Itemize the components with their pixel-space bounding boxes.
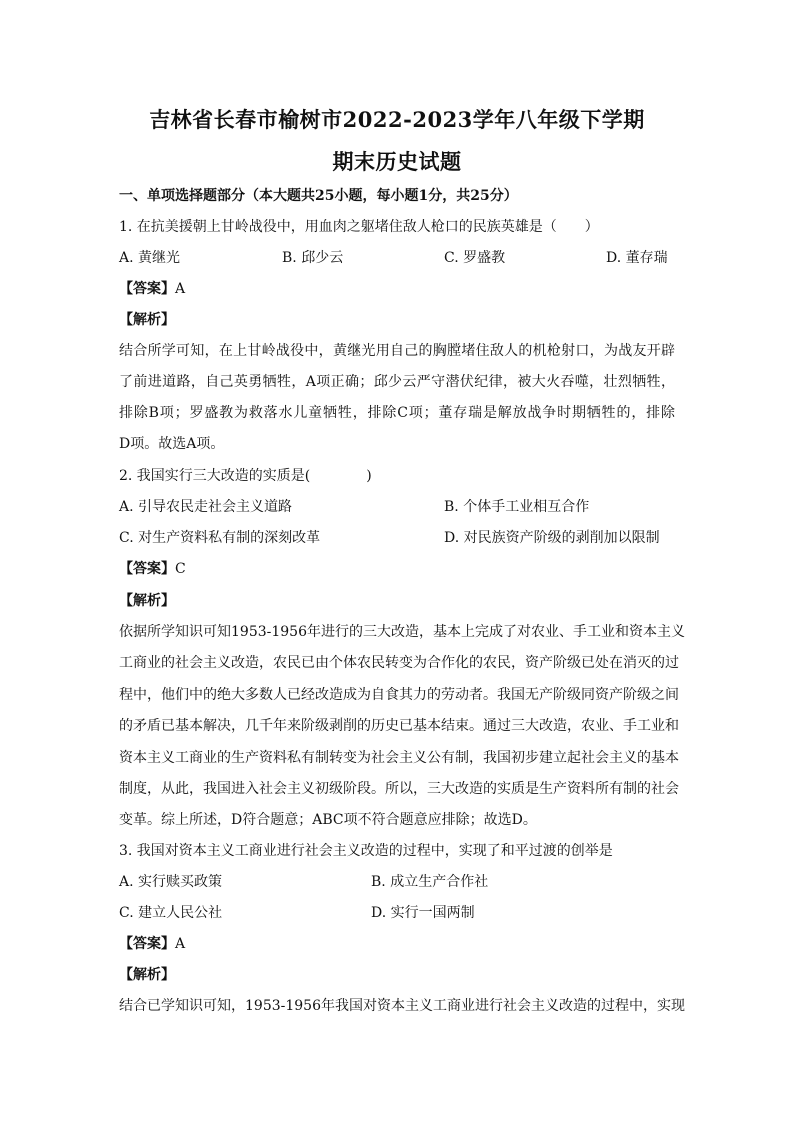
- q1-answer-value: A: [175, 281, 186, 297]
- q2-option-b: B. 个体手工业相互合作: [444, 499, 590, 515]
- q2-stem: 2. 我国实行三大改造的实质是( ): [119, 468, 372, 484]
- q3-option-b: B. 成立生产合作社: [371, 874, 489, 890]
- q2-answer-value: C: [175, 561, 186, 577]
- answer-label: 【答案】: [119, 561, 175, 577]
- q2-analysis-line: 的矛盾已基本解决，几千年来阶级剥削的历史已基本结束。通过三大改造，农业、手工业和: [119, 718, 679, 734]
- q2-analysis-label: 【解析】: [119, 593, 175, 609]
- q1-answer: [119, 280, 185, 298]
- q2-analysis-line: 制度，从此，我国进入社会主义初级阶段。所以，三大改造的实质是生产资料所有制的社会: [119, 781, 679, 797]
- document-subtitle: 期末历史试题: [332, 149, 462, 174]
- q2-answer: [119, 560, 186, 578]
- q3-option-c: C. 建立人民公社: [119, 905, 223, 921]
- q1-analysis-line: 排除B项；罗盛教为救落水儿童牺牲，排除C项；董存瑞是解放战争时期牺牲的，排除: [119, 405, 675, 421]
- q1-option-a: A. 黄继光: [119, 250, 181, 266]
- q2-analysis-line: 工商业的社会主义改造，农民已由个体农民转变为合作化的农民，资产阶级已处在消灭的过: [119, 655, 679, 671]
- q3-stem: 3. 我国对资本主义工商业进行社会主义改造的过程中，实现了和平过渡的创举是: [119, 843, 613, 859]
- q2-option-c: C. 对生产资料私有制的深刻改革: [119, 530, 321, 546]
- q2-analysis-line: 资本主义工商业的生产资料私有制转变为社会主义公有制，我国初步建立起社会主义的基本: [119, 750, 679, 766]
- q1-analysis-label: 【解析】: [119, 312, 175, 328]
- q2-analysis-line: 程中，他们中的绝大多数人已经改造成为自食其力的劳动者。我国无产阶级同资产阶级之间: [119, 687, 679, 703]
- q1-analysis-line: 了前进道路，自己英勇牺牲，A项正确；邱少云严守潜伏纪律，被大火吞噬，壮烈牺牲，: [119, 374, 675, 390]
- q3-answer-value: A: [175, 936, 186, 952]
- section-header: 一、单项选择题部分（本大题共25小题，每小题1分，共25分）: [119, 188, 518, 204]
- q3-option-d: D. 实行一国两制: [371, 905, 475, 921]
- q2-option-a: A. 引导农民走社会主义道路: [119, 499, 293, 515]
- document-title: 吉林省长春市榆树市2022-2023学年八年级下学期: [149, 107, 645, 132]
- q2-analysis-line: 变革。综上所述，D符合题意；ABC项不符合题意应排除；故选D。: [119, 812, 537, 828]
- q3-analysis-line: 结合已学知识可知，1953-1956年我国对资本主义工商业进行社会主义改造的过程中，实现: [119, 998, 685, 1014]
- q3-answer: [119, 935, 185, 953]
- q1-stem: 1. 在抗美援朝上甘岭战役中，用血肉之躯堵住敌人枪口的民族英雄是（ ）: [119, 219, 599, 235]
- q3-analysis-label: 【解析】: [119, 967, 175, 983]
- q3-option-a: A. 实行赎买政策: [119, 874, 223, 890]
- q1-option-d: D. 董存瑞: [606, 250, 668, 266]
- q1-analysis-line: D项。故选A项。: [119, 436, 225, 452]
- q2-option-d: D. 对民族资产阶级的剥削加以限制: [444, 530, 660, 546]
- q2-analysis-line: 依据所学知识可知1953-1956年进行的三大改造，基本上完成了对农业、手工业和资本主义: [119, 624, 685, 640]
- q1-option-c: C. 罗盛教: [444, 250, 506, 266]
- q1-option-b: B. 邱少云: [282, 250, 344, 266]
- answer-label: 【答案】: [119, 936, 175, 952]
- answer-label: 【答案】: [119, 281, 175, 297]
- q1-analysis-line: 结合所学可知，在上甘岭战役中，黄继光用自己的胸膛堵住敌人的机枪射口，为战友开辟: [119, 343, 675, 359]
